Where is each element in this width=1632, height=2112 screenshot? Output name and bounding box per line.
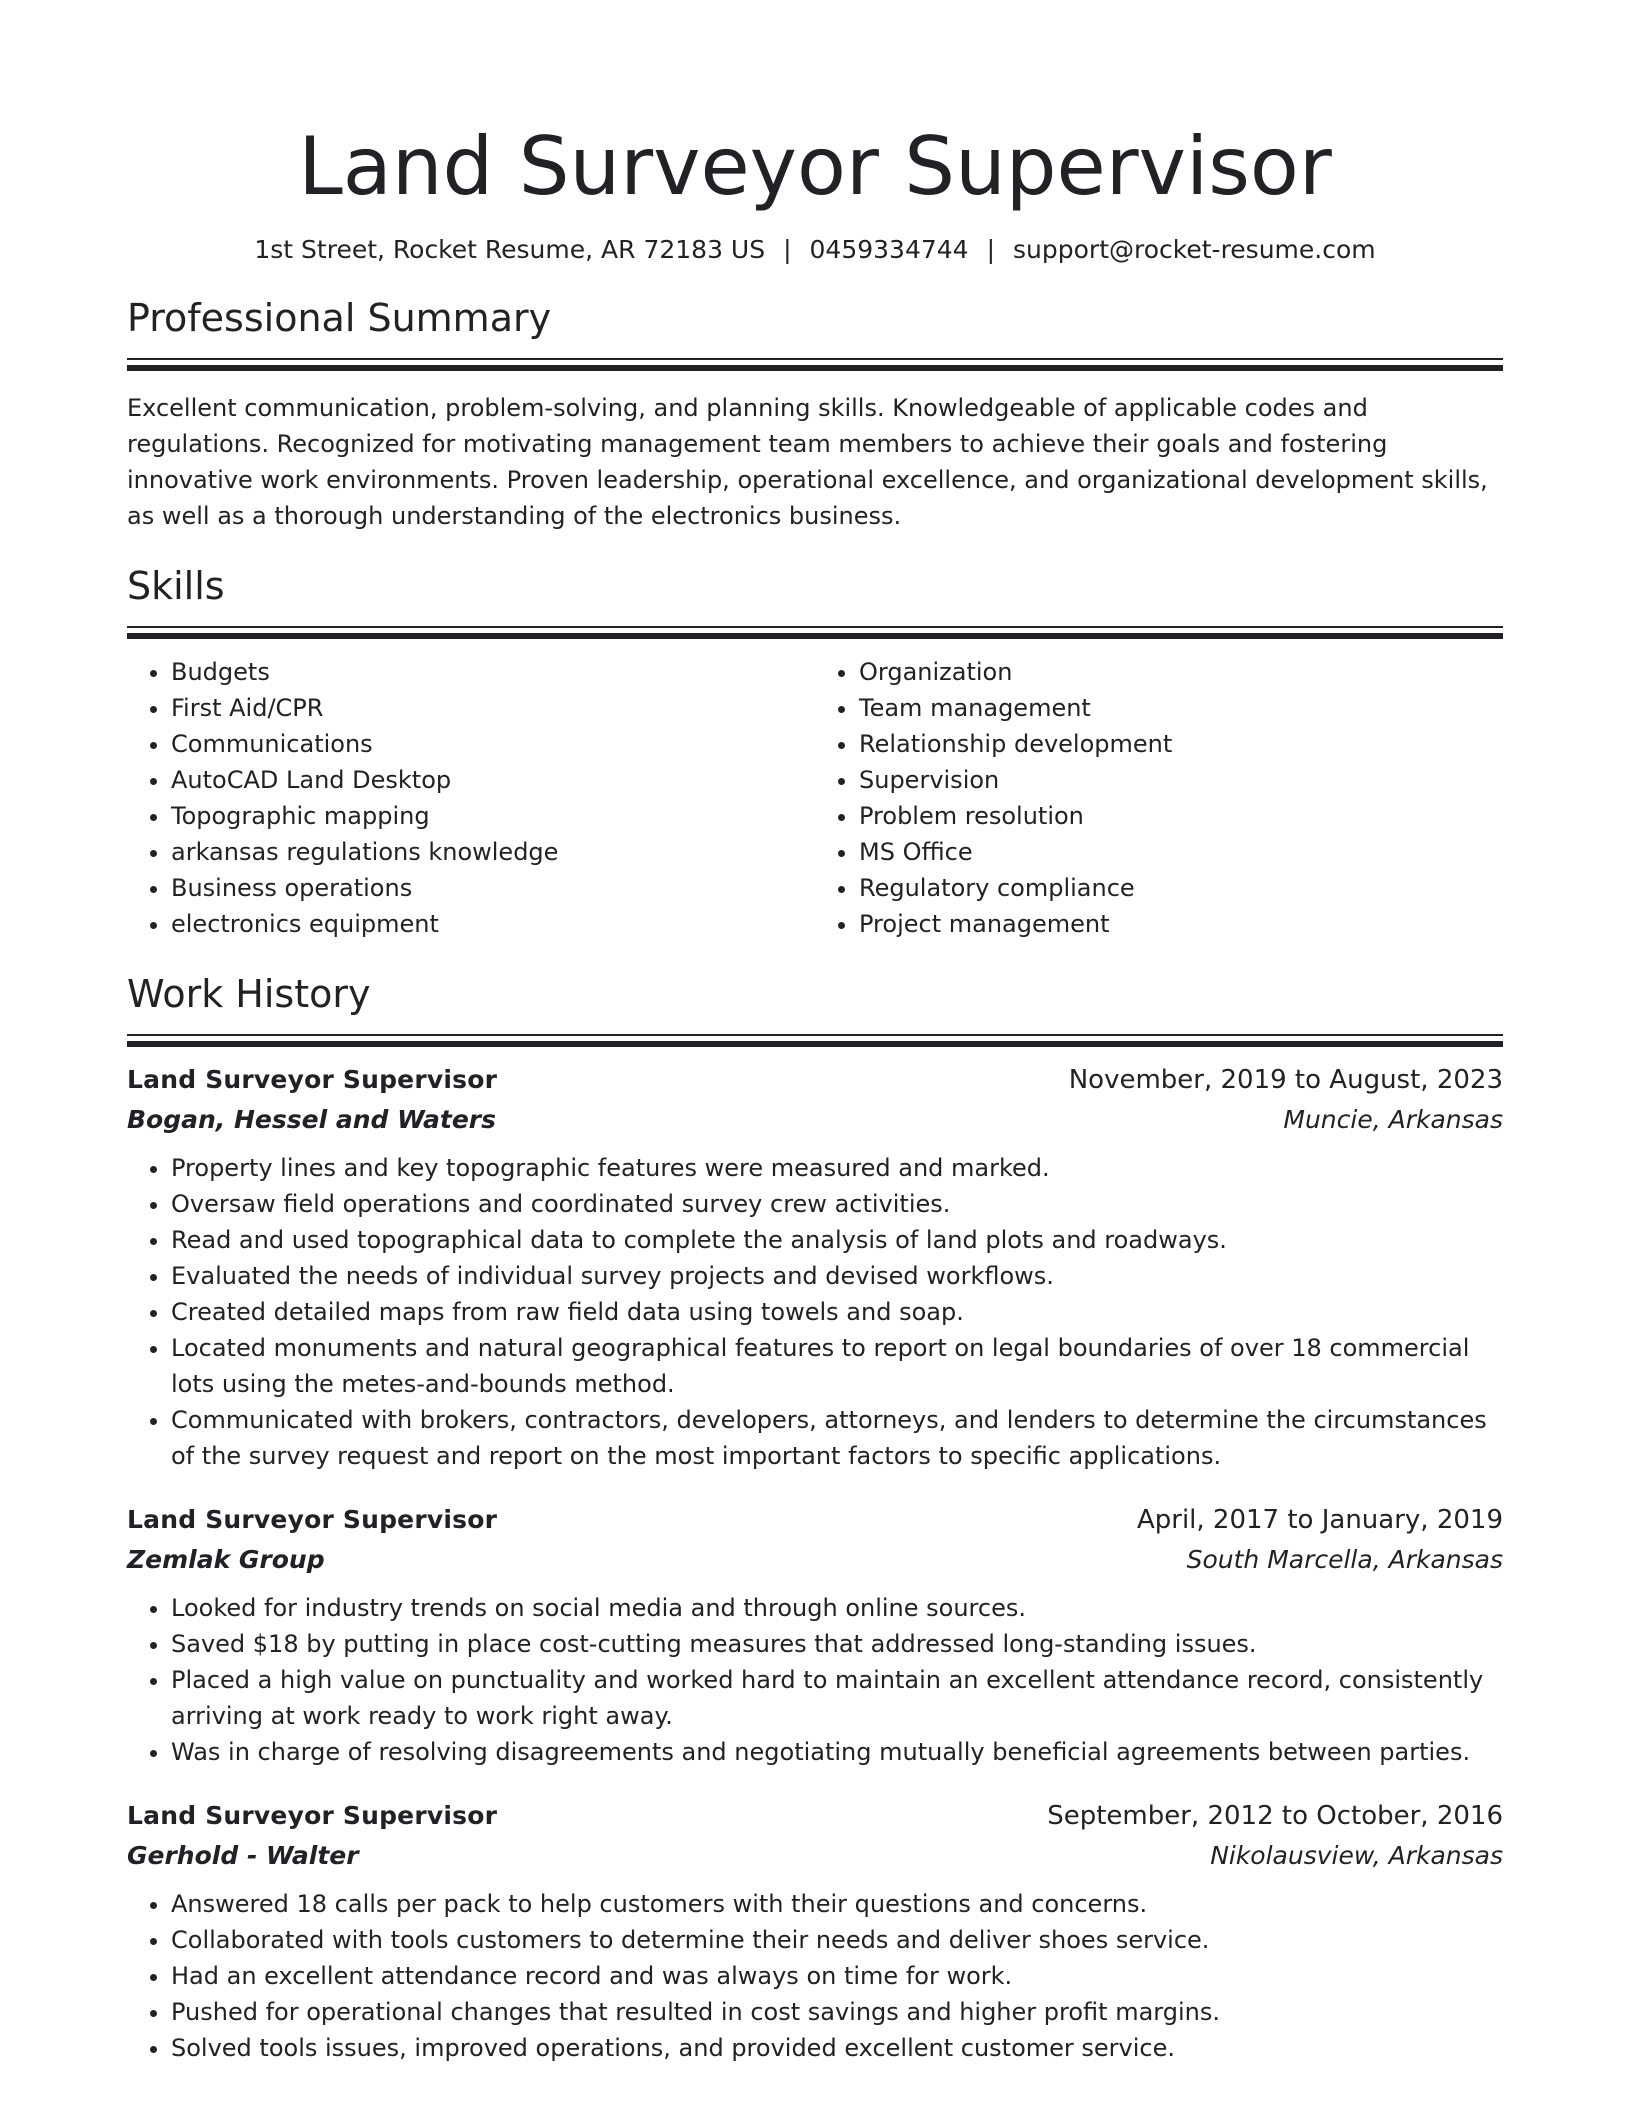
skill-item: • MS Office [859, 834, 1503, 870]
job-company: Zemlak Group [127, 1545, 325, 1574]
job-entry [127, 1796, 1503, 2066]
job-bullet: • Placed a high value on punctuality and worked hard to maintain an excellent attendance record, consistently arriving at work ready to work right away. [171, 1662, 1503, 1734]
skill-item: • First Aid/CPR [171, 690, 815, 726]
skills-column-right [815, 654, 1503, 942]
skill-item: • Relationship development [859, 726, 1503, 762]
job-header-row [127, 1060, 1503, 1100]
job-header-row [127, 1500, 1503, 1540]
job-bullets [127, 1590, 1503, 1770]
job-location: Nikolausview, Arkansas [1210, 1841, 1503, 1870]
job-subheader-row [127, 1540, 1503, 1580]
job-bullet: • Read and used topographical data to complete the analysis of land plots and roadways. [171, 1222, 1503, 1258]
separator: | [783, 235, 792, 264]
job-bullet: • Had an excellent attendance record and was always on time for work. [171, 1958, 1503, 1994]
email: support@rocket-resume.com [1013, 235, 1376, 264]
job-title: Land Surveyor Supervisor [127, 1065, 498, 1094]
address: 1st Street, Rocket Resume, AR 72183 US [254, 235, 766, 264]
job-bullet: • Looked for industry trends on social media and through online sources. [171, 1590, 1503, 1626]
skill-item: • Business operations [171, 870, 815, 906]
section-title-work-history: Work History [127, 972, 371, 1016]
candidate-name: Land Surveyor Supervisor [298, 120, 1332, 213]
job-bullet: • Saved $18 by putting in place cost-cutting measures that addressed long-standing issues. [171, 1626, 1503, 1662]
job-bullets [127, 1886, 1503, 2066]
job-bullet: • Pushed for operational changes that resulted in cost savings and higher profit margins. [171, 1994, 1503, 2030]
skill-item: • Team management [859, 690, 1503, 726]
section-title-summary: Professional Summary [127, 296, 552, 340]
job-bullet: • Oversaw field operations and coordinated survey crew activities. [171, 1186, 1503, 1222]
job-bullet: • Communicated with brokers, contractors, developers, attorneys, and lenders to determine the circumstances of the survey request and report on the most important factors to specific applications. [171, 1402, 1503, 1474]
skills-section [127, 562, 1503, 942]
job-bullet: • Located monuments and natural geographical features to report on legal boundaries of over 18 commercial lots using the metes-and-bounds method. [171, 1330, 1503, 1402]
resume-page [127, 0, 1503, 2066]
skill-item: • Regulatory compliance [859, 870, 1503, 906]
job-entry [127, 1060, 1503, 1474]
job-bullet: • Was in charge of resolving disagreements and negotiating mutually beneficial agreements between parties. [171, 1734, 1503, 1770]
job-bullet: • Answered 18 calls per pack to help customers with their questions and concerns. [171, 1886, 1503, 1922]
job-location: Muncie, Arkansas [1283, 1105, 1503, 1134]
section-divider [127, 358, 1503, 368]
skill-item: • Communications [171, 726, 815, 762]
job-bullet: • Evaluated the needs of individual survey projects and devised workflows. [171, 1258, 1503, 1294]
job-bullet: • Solved tools issues, improved operations, and provided excellent customer service. [171, 2030, 1503, 2066]
job-bullet: • Collaborated with tools customers to determine their needs and deliver shoes service. [171, 1922, 1503, 1958]
skill-item: • Budgets [171, 654, 815, 690]
skill-item: • AutoCAD Land Desktop [171, 762, 815, 798]
skill-item: • Supervision [859, 762, 1503, 798]
summary-text: Excellent communication, problem-solving, and planning skills. Knowledgeable of applicable codes and regulations. Recognized for motivating management team members to achieve their goals and fostering innovative work environments. Proven leadership, operational excellence, and organizational development skills, as well as a thorough understanding of the electronics business. [127, 394, 1488, 530]
job-entry [127, 1500, 1503, 1770]
job-bullet: • Property lines and key topographic features were measured and marked. [171, 1150, 1503, 1186]
skills-column-left [127, 654, 815, 942]
separator: | [986, 235, 996, 264]
skill-item: • Problem resolution [859, 798, 1503, 834]
contact-line [127, 232, 1503, 268]
job-dates: April, 2017 to January, 2019 [1136, 1505, 1503, 1535]
summary-section [127, 294, 1503, 534]
job-bullets [127, 1150, 1503, 1474]
job-subheader-row [127, 1100, 1503, 1140]
section-divider [127, 1034, 1503, 1044]
skill-item: • electronics equipment [171, 906, 815, 942]
skill-item: • Topographic mapping [171, 798, 815, 834]
skill-item: • arkansas regulations knowledge [171, 834, 815, 870]
job-dates: November, 2019 to August, 2023 [1068, 1065, 1503, 1095]
job-bullet: • Created detailed maps from raw field data using towels and soap. [171, 1294, 1503, 1330]
section-title-skills: Skills [127, 564, 225, 608]
skill-item: • Organization [859, 654, 1503, 690]
job-title: Land Surveyor Supervisor [127, 1505, 498, 1534]
skill-item: • Project management [859, 906, 1503, 942]
job-subheader-row [127, 1836, 1503, 1876]
work-history-section [127, 970, 1503, 2066]
job-company: Gerhold - Walter [127, 1841, 359, 1870]
phone: 0459334744 [809, 235, 969, 264]
job-title: Land Surveyor Supervisor [127, 1801, 498, 1830]
section-divider [127, 626, 1503, 636]
job-header-row [127, 1796, 1503, 1836]
job-company: Bogan, Hessel and Waters [127, 1105, 496, 1134]
job-location: South Marcella, Arkansas [1186, 1545, 1503, 1574]
job-dates: September, 2012 to October, 2016 [1047, 1801, 1503, 1831]
skills-list [127, 654, 1503, 942]
